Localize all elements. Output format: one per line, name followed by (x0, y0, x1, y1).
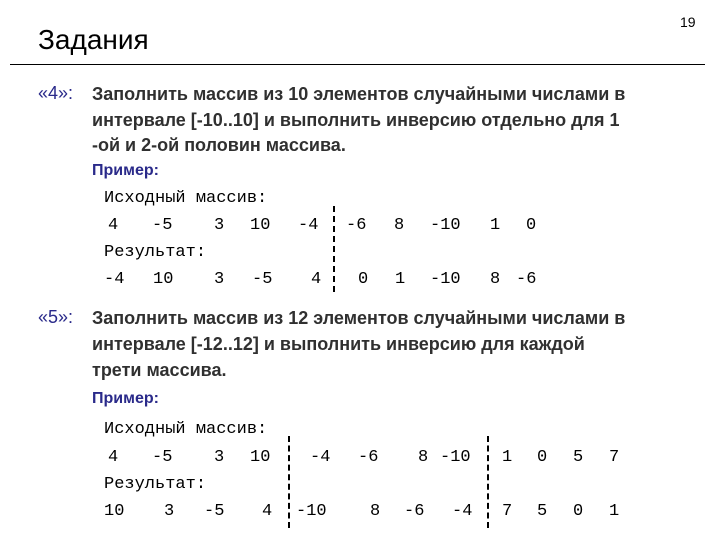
task4-res-5: 0 (358, 270, 369, 289)
task5-src-1: -5 (152, 448, 173, 467)
task4-src-7: -10 (430, 216, 461, 235)
task4-res-6: 1 (395, 270, 406, 289)
task5-res-2: -5 (204, 502, 225, 521)
task4-src-2: 3 (214, 216, 225, 235)
task4-id: «4»: (38, 83, 74, 103)
task5-res-1: 3 (164, 502, 175, 521)
title-divider (10, 64, 705, 65)
task5-third-divider-2 (487, 436, 489, 528)
task5-line-1: Заполнить массив из 12 элементов случайными числами в (92, 308, 626, 328)
task5-src-9: 0 (537, 448, 548, 467)
task4-src-0: 4 (108, 216, 119, 235)
task4-res-9: -6 (516, 270, 537, 289)
task5-res-8: 7 (502, 502, 513, 521)
task5-src-0: 4 (108, 448, 119, 467)
task5-src-3: 10 (250, 448, 271, 467)
task5-res-4: -10 (296, 502, 327, 521)
task4-source-label: Исходный массив: (104, 189, 268, 208)
task4-half-divider (333, 206, 335, 292)
task5-src-7: -10 (440, 448, 471, 467)
task4-src-4: -4 (298, 216, 319, 235)
task4-res-2: 3 (214, 270, 225, 289)
task4-res-4: 4 (311, 270, 322, 289)
task5-result-label: Результат: (104, 475, 207, 494)
task4-line-3: -ой и 2-ой половин массива. (92, 135, 346, 155)
task4-src-5: -6 (346, 216, 367, 235)
task5-src-2: 3 (214, 448, 225, 467)
task5-example-label: Пример: (92, 390, 159, 407)
task4-res-8: 8 (490, 270, 501, 289)
task4-src-1: -5 (152, 216, 173, 235)
task4-line-2: интервале [-10..10] и выполнить инверсию отдельно для 1 (92, 110, 620, 130)
slide-title: Задания (38, 24, 149, 55)
task5-line-3: трети массива. (92, 360, 227, 380)
task5-res-10: 0 (573, 502, 584, 521)
task4-res-3: -5 (252, 270, 273, 289)
task4-res-0: -4 (104, 270, 125, 289)
task5-src-6: 8 (418, 448, 429, 467)
task5-src-8: 1 (502, 448, 513, 467)
task5-src-4: -4 (310, 448, 331, 467)
page-number: 19 (680, 14, 696, 30)
task4-res-1: 10 (153, 270, 174, 289)
task5-third-divider-1 (288, 436, 290, 528)
task5-src-11: 7 (609, 448, 620, 467)
task4-src-8: 1 (490, 216, 501, 235)
task5-res-0: 10 (104, 502, 125, 521)
task5-source-label: Исходный массив: (104, 420, 268, 439)
task4-result-label: Результат: (104, 243, 207, 262)
task4-line-1: Заполнить массив из 10 элементов случайными числами в (92, 84, 626, 104)
task5-res-7: -4 (452, 502, 473, 521)
task5-id: «5»: (38, 307, 74, 327)
task4-example-label: Пример: (92, 162, 159, 179)
task5-res-9: 5 (537, 502, 548, 521)
task5-src-5: -6 (358, 448, 379, 467)
task5-res-6: -6 (404, 502, 425, 521)
task5-src-10: 5 (573, 448, 584, 467)
task5-res-11: 1 (609, 502, 620, 521)
task5-res-3: 4 (262, 502, 273, 521)
task4-src-9: 0 (526, 216, 537, 235)
task4-src-3: 10 (250, 216, 271, 235)
task4-src-6: 8 (394, 216, 405, 235)
task5-res-5: 8 (370, 502, 381, 521)
task5-line-2: интервале [-12..12] и выполнить инверсию для каждой (92, 334, 585, 354)
task4-res-7: -10 (430, 270, 461, 289)
